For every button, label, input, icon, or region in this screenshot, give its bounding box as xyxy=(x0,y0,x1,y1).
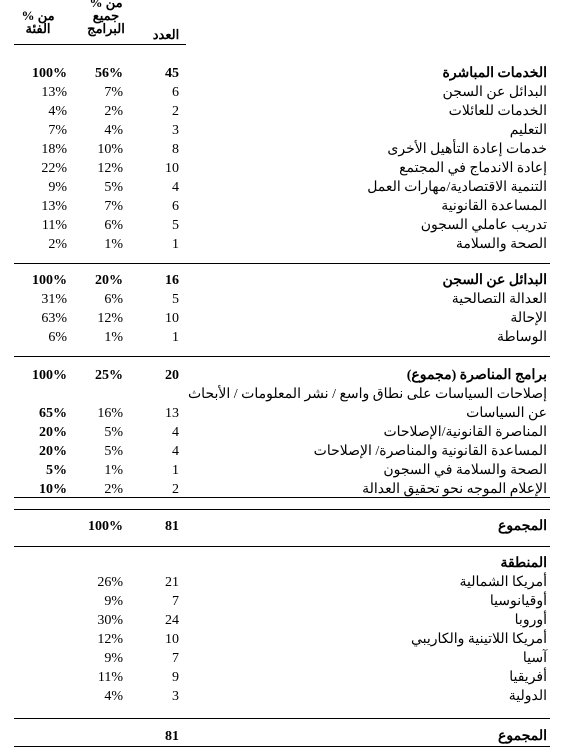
section-divider xyxy=(14,546,550,547)
percent-of-all-programs: 5% xyxy=(104,180,123,195)
percent-of-all-programs: 7% xyxy=(104,199,123,214)
table-row xyxy=(0,517,564,536)
row-label: العدالة التصالحية xyxy=(451,292,547,307)
section-divider xyxy=(14,263,550,264)
table-row xyxy=(0,461,564,480)
percent-of-all-programs: 26% xyxy=(97,575,123,590)
table-row xyxy=(0,423,564,442)
row-label: الوساطة xyxy=(496,330,547,345)
percent-of-category: 100% xyxy=(32,66,67,81)
row-label: أمريكا الشمالية xyxy=(459,575,547,590)
percent-of-category: 6% xyxy=(48,330,67,345)
row-label: البدائل عن السجن xyxy=(442,85,547,100)
percent-of-all-programs: 30% xyxy=(97,613,123,628)
percent-of-category: 100% xyxy=(32,273,67,288)
table-row xyxy=(0,727,564,746)
table-row xyxy=(0,102,564,121)
percent-of-all-programs: 4% xyxy=(104,689,123,704)
percent-of-all-programs: 12% xyxy=(97,632,123,647)
percent-of-all-programs: 6% xyxy=(104,218,123,233)
row-label: الخدمات المباشرة xyxy=(442,66,547,81)
percent-of-all-programs: 12% xyxy=(97,311,123,326)
table-row xyxy=(0,328,564,347)
row-label: أوروبا xyxy=(514,613,547,628)
row-label: الإعلام الموجه نحو تحقيق العدالة xyxy=(362,482,547,497)
count-value: 6 xyxy=(172,199,179,214)
table-row xyxy=(0,140,564,159)
percent-of-all-programs: 1% xyxy=(104,237,123,252)
percent-of-all-programs: 7% xyxy=(104,85,123,100)
table-row xyxy=(0,197,564,216)
row-label: التنمية الاقتصادية/مهارات العمل xyxy=(367,180,547,195)
count-value: 45 xyxy=(165,66,179,81)
table-row xyxy=(0,554,564,573)
table-row xyxy=(0,573,564,592)
section-divider xyxy=(14,718,550,719)
percent-of-category: 13% xyxy=(41,199,67,214)
row-label: تدريب عاملي السجون xyxy=(420,218,547,233)
percent-of-category: 7% xyxy=(48,123,67,138)
table-row xyxy=(0,649,564,668)
table-row xyxy=(0,630,564,649)
row-label: الصحة والسلامة في السجون xyxy=(383,463,547,478)
section-divider xyxy=(14,356,550,357)
header-pct-all xyxy=(76,0,136,35)
percent-of-all-programs: 16% xyxy=(97,406,123,421)
percent-of-category: 13% xyxy=(41,85,67,100)
count-value: 3 xyxy=(172,123,179,138)
row-label: المساعدة القانونية والمناصرة/ الإصلاحات xyxy=(313,444,547,459)
percent-of-category: 31% xyxy=(41,292,67,307)
percent-of-category: 20% xyxy=(39,425,67,440)
row-label: أفريقيا xyxy=(509,670,547,685)
percent-of-all-programs: 56% xyxy=(95,66,123,81)
header-pct-all-line: البرامج xyxy=(87,21,125,36)
table-row xyxy=(0,271,564,290)
row-label: الصحة والسلامة xyxy=(455,237,547,252)
count-value: 9 xyxy=(172,670,179,685)
percent-of-category: 9% xyxy=(48,180,67,195)
row-label: برامج المناصرة (مجموع) xyxy=(406,368,547,383)
percent-of-all-programs: 100% xyxy=(88,519,123,534)
header-pct-category-line: % من xyxy=(21,8,55,23)
table-row xyxy=(0,309,564,328)
percent-of-category: 5% xyxy=(46,463,67,478)
count-value: 1 xyxy=(172,330,179,345)
header-pct-all-line: جميع xyxy=(92,8,120,23)
row-label: خدمات إعادة التأهيل الأخرى xyxy=(387,142,547,157)
count-value: 81 xyxy=(165,519,179,534)
count-value: 8 xyxy=(172,142,179,157)
percent-of-all-programs: 6% xyxy=(104,292,123,307)
count-value: 20 xyxy=(165,368,179,383)
header-count xyxy=(146,28,186,41)
table-row xyxy=(0,235,564,254)
row-label: إعادة الاندماج في المجتمع xyxy=(399,161,547,176)
count-value: 4 xyxy=(172,425,179,440)
count-value: 7 xyxy=(172,594,179,609)
percent-of-all-programs: 5% xyxy=(104,425,123,440)
table-row xyxy=(0,668,564,687)
count-value: 81 xyxy=(165,729,179,744)
count-value: 2 xyxy=(172,104,179,119)
count-value: 2 xyxy=(172,482,179,497)
percent-of-category: 4% xyxy=(48,104,67,119)
percent-of-category: 2% xyxy=(48,237,67,252)
count-value: 21 xyxy=(165,575,179,590)
header-pct-all-line: % من xyxy=(89,0,123,10)
percent-of-all-programs: 9% xyxy=(104,594,123,609)
percent-of-category: 11% xyxy=(41,218,67,233)
header-pct-category xyxy=(14,9,62,35)
count-value: 7 xyxy=(172,651,179,666)
percent-of-all-programs: 12% xyxy=(97,161,123,176)
count-value: 4 xyxy=(172,444,179,459)
count-value: 24 xyxy=(165,613,179,628)
percent-of-all-programs: 25% xyxy=(95,368,123,383)
row-label: البدائل عن السجن xyxy=(442,273,547,288)
count-value: 1 xyxy=(172,463,179,478)
table-row xyxy=(0,159,564,178)
table-row xyxy=(0,442,564,461)
row-label: التعليم xyxy=(509,123,547,138)
count-value: 5 xyxy=(172,218,179,233)
percent-of-all-programs: 4% xyxy=(104,123,123,138)
count-value: 5 xyxy=(172,292,179,307)
count-value: 3 xyxy=(172,689,179,704)
table-row xyxy=(0,592,564,611)
header-rule xyxy=(14,44,186,45)
row-label: الدولية xyxy=(508,689,547,704)
section-divider xyxy=(14,746,550,747)
row-label: الخدمات للعائلات xyxy=(448,104,547,119)
row-label: آسيا xyxy=(522,651,547,666)
count-value: 13 xyxy=(165,406,179,421)
percent-of-all-programs: 11% xyxy=(97,670,123,685)
row-label: الإحالة xyxy=(510,311,547,326)
row-label: أوقيانوسيا xyxy=(489,594,547,609)
section-divider xyxy=(14,509,550,510)
section-divider xyxy=(14,497,550,498)
table-row xyxy=(0,121,564,140)
row-label: المناصرة القانونية/الإصلاحات xyxy=(383,425,547,440)
percent-of-all-programs: 1% xyxy=(104,463,123,478)
percent-of-all-programs: 5% xyxy=(104,444,123,459)
row-label: المجموع xyxy=(498,729,547,744)
count-value: 10 xyxy=(165,161,179,176)
percent-of-all-programs: 2% xyxy=(104,104,123,119)
count-value: 10 xyxy=(165,632,179,647)
table-row xyxy=(0,64,564,83)
table-row xyxy=(0,385,564,423)
table-row xyxy=(0,611,564,630)
header-count-label: العدد xyxy=(152,27,180,42)
table-row xyxy=(0,178,564,197)
percent-of-category: 65% xyxy=(39,406,67,421)
count-value: 4 xyxy=(172,180,179,195)
percent-of-all-programs: 20% xyxy=(95,273,123,288)
row-label: إصلاحات السياسات على نطاق واسع / نشر المعلومات / الأبحاث عن السياسات xyxy=(188,387,547,421)
percent-of-category: 18% xyxy=(41,142,67,157)
row-label: المساعدة القانونية xyxy=(441,199,547,214)
percent-of-all-programs: 1% xyxy=(104,330,123,345)
row-label: المجموع xyxy=(498,519,547,534)
percent-of-category: 22% xyxy=(41,161,67,176)
percent-of-all-programs: 9% xyxy=(104,651,123,666)
row-label: المنطقة xyxy=(500,556,547,571)
count-value: 10 xyxy=(165,311,179,326)
percent-of-category: 20% xyxy=(39,444,67,459)
count-value: 1 xyxy=(172,237,179,252)
percent-of-category: 63% xyxy=(41,311,67,326)
count-value: 16 xyxy=(165,273,179,288)
table-row xyxy=(0,216,564,235)
percent-of-all-programs: 10% xyxy=(97,142,123,157)
percent-of-category: 10% xyxy=(39,482,67,497)
count-value: 6 xyxy=(172,85,179,100)
table-row xyxy=(0,687,564,706)
table-row xyxy=(0,290,564,309)
table-row xyxy=(0,83,564,102)
row-label: أمريكا اللاتينية والكاريبي xyxy=(410,632,547,647)
percent-of-all-programs: 2% xyxy=(104,482,123,497)
percent-of-category: 100% xyxy=(32,368,67,383)
table-row xyxy=(0,366,564,385)
header-pct-category-line: الفئة xyxy=(25,21,51,36)
